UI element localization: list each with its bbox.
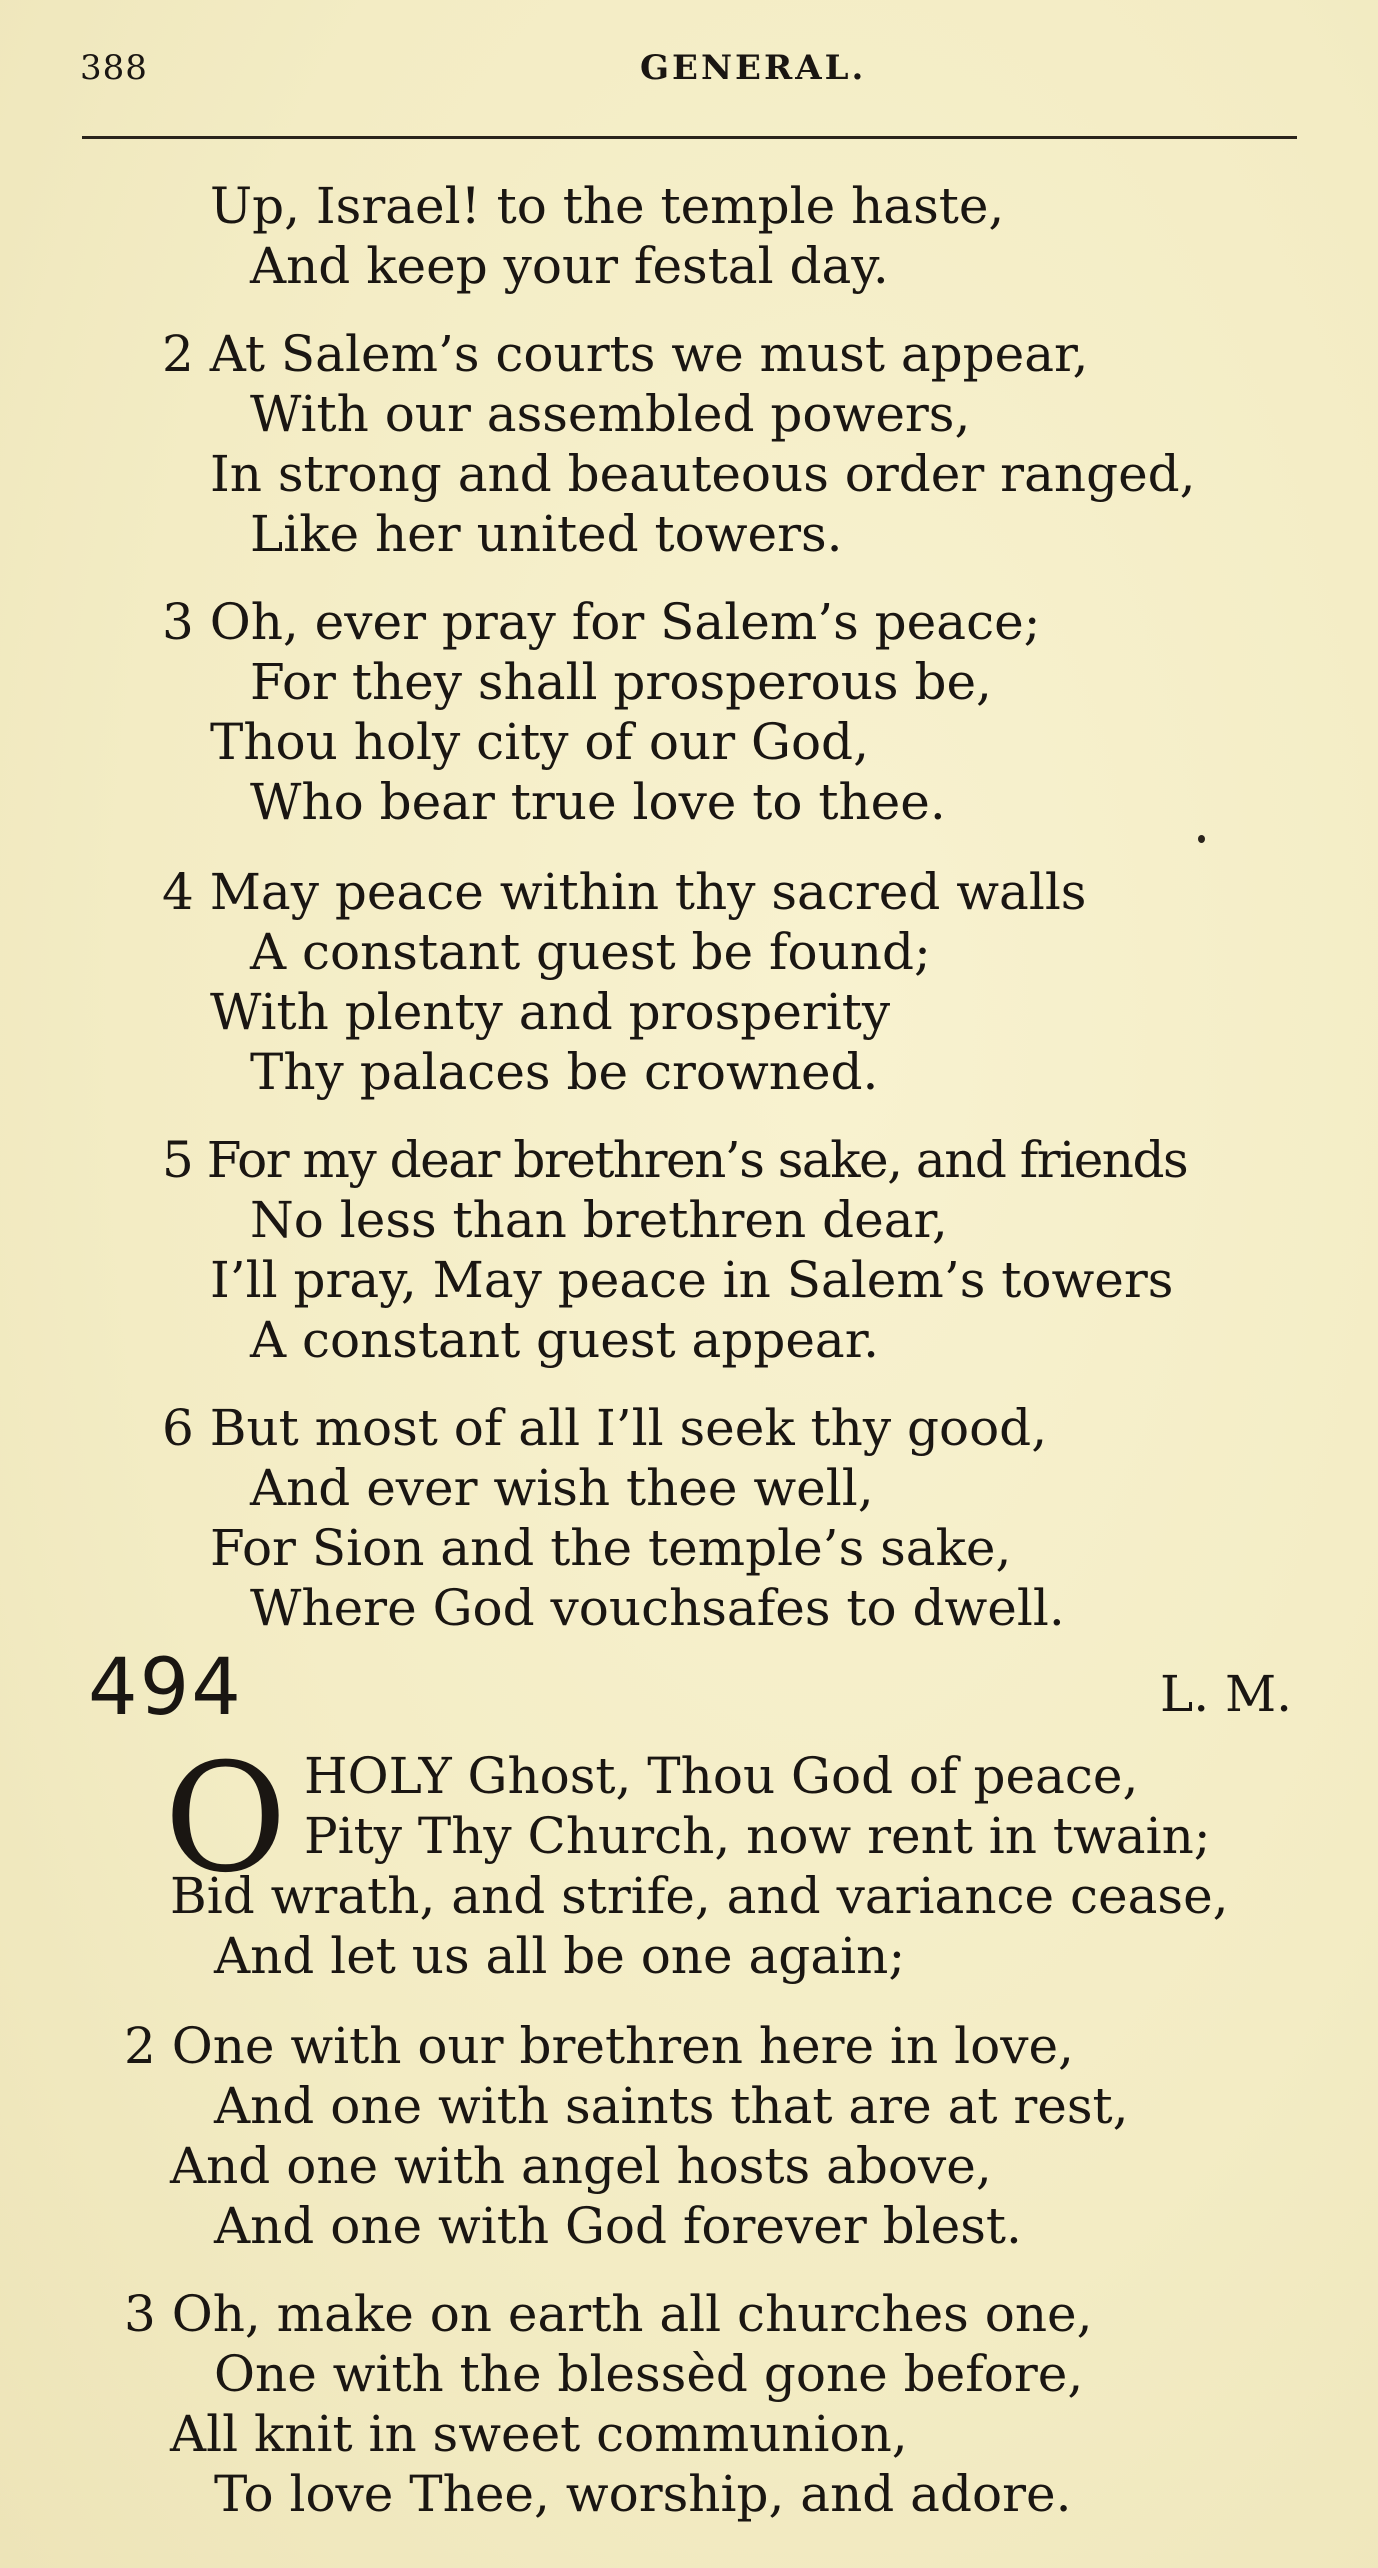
- verse-line: 2 At Salem’s courts we must appear,: [162, 325, 1089, 383]
- verse-line: A constant guest be found;: [250, 923, 931, 981]
- verse-line: All knit in sweet communion,: [170, 2405, 908, 2463]
- verse-line: To love Thee, worship, and adore.: [214, 2465, 1072, 2523]
- verse-line: Where God vouchsafes to dwell.: [250, 1579, 1065, 1637]
- page-number: 388: [80, 48, 148, 88]
- verse-line: In strong and beauteous order ranged,: [210, 445, 1196, 503]
- verse-line: And one with saints that are at rest,: [214, 2077, 1129, 2135]
- verse-line: And ever wish thee well,: [250, 1459, 874, 1517]
- verse-line: No less than brethren dear,: [250, 1191, 948, 1249]
- verse-line: Thy palaces be crowned.: [250, 1043, 879, 1101]
- verse-line: Bid wrath, and strife, and variance cease,: [170, 1867, 1229, 1925]
- running-head: GENERAL.: [640, 48, 867, 88]
- verse-line: 3 Oh, make on earth all churches one,: [124, 2285, 1093, 2343]
- verse-line: 2 One with our brethren here in love,: [124, 2017, 1074, 2075]
- verse-line: Who bear true love to thee.: [250, 773, 946, 831]
- verse-line: 5 For my dear brethren’s sake, and friends: [162, 1131, 1188, 1189]
- verse-line: 6 But most of all I’ll seek thy good,: [162, 1399, 1048, 1457]
- verse-line: HOLY Ghost, Thou God of peace,: [304, 1747, 1139, 1805]
- verse-line: Like her united towers.: [250, 505, 843, 563]
- verse-line: And one with God forever blest.: [214, 2197, 1022, 2255]
- hymn-meter: L. M.: [1160, 1665, 1293, 1723]
- verse-line: 3 Oh, ever pray for Salem’s peace;: [162, 593, 1041, 651]
- header-rule: [82, 136, 1297, 139]
- verse-line: One with the blessèd gone before,: [214, 2345, 1084, 2403]
- page-header: [80, 44, 1300, 94]
- verse-line: For Sion and the temple’s sake,: [210, 1519, 1012, 1577]
- verse-line: I’ll pray, May peace in Salem’s towers: [210, 1251, 1174, 1309]
- verse-line: And let us all be one again;: [214, 1927, 906, 1985]
- verse-line: And one with angel hosts above,: [170, 2137, 992, 2195]
- verse-line: And keep your festal day.: [250, 237, 889, 295]
- verse-line: For they shall prosperous be,: [250, 653, 992, 711]
- print-speck: [1198, 835, 1205, 843]
- verse-line: With plenty and prosperity: [210, 983, 891, 1041]
- verse-line: Up, Israel! to the temple haste,: [210, 177, 1005, 235]
- drop-cap: O: [164, 1732, 287, 1906]
- verse-line: With our assembled powers,: [250, 385, 971, 443]
- verse-line: A constant guest appear.: [250, 1311, 880, 1369]
- verse-line: Thou holy city of our God,: [210, 713, 869, 771]
- verse-line: Pity Thy Church, now rent in twain;: [304, 1807, 1211, 1865]
- hymn-number: 494: [88, 1643, 243, 1733]
- verse-line: 4 May peace within thy sacred walls: [162, 863, 1087, 921]
